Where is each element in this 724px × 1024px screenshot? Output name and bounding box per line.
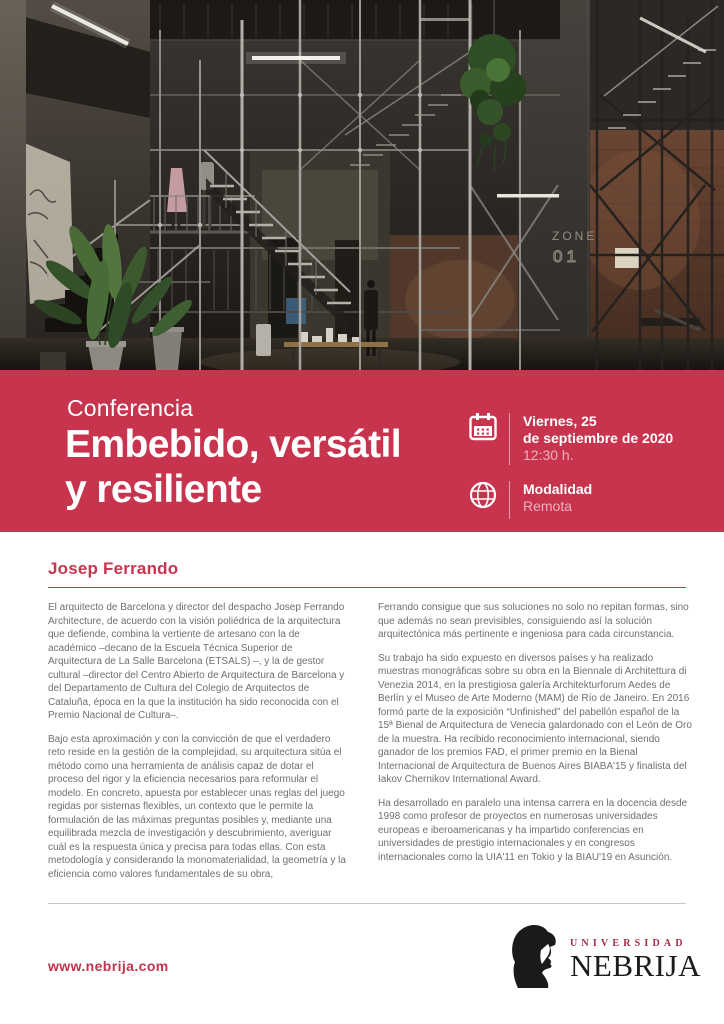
footer-rule	[48, 903, 686, 904]
event-time: 12:30 h.	[523, 447, 574, 463]
info-divider	[509, 481, 510, 519]
article-columns	[48, 601, 696, 891]
event-banner	[0, 370, 724, 532]
date-line1: Viernes, 25	[523, 413, 597, 429]
left-pillar	[0, 0, 26, 370]
date-line2: de septiembre de 2020	[523, 430, 674, 446]
info-divider	[509, 413, 510, 465]
modality-text	[523, 480, 592, 515]
event-title-line1: Embebido, versátil	[65, 423, 401, 466]
globe-icon	[468, 480, 498, 510]
paragraph: Su trabajo ha sido expuesto en diversos países y ha realizado muestras monográficas sobre su obra en la Biennale di Architettura di Venezia 2014, en la prestigiosa galería Architekturforum Aedes de Berlín y el Museo de Arte Moderno (MAM) de Río de Janeiro. En 2016 formó parte de la exposición “Unfinished” del pabellón español de la 15ª Bienal de Arquitectura de Venecia galardonado con el León de Oro de la muestra. Ha recibido reconocimiento internacional, siendo ganador de los premios FAD, el primer premio en la Bienal Internacional de Arquitectura de Buenos Aires BIABA'15 y finalista del Iakov Chernikov International Award.	[378, 652, 692, 785]
paragraph: El arquitecto de Barcelona y director del despacho Josep Ferrando Architecture, de acuerdo con la visión poliédrica de la arquitectura que defiende, combina la vertiente de artesano con la de académico –decano de la Escuela Técnica Superior de Arquitectura de La Salle Barcelona (ETSALS) –, y la de gestor cultural –director del Centro Abierto de Arquitectura de Barcelona y del Departamento de Cultura del Colegio de Arquitectos de Cataluña, época en la que la institución ha sido reconocida con el Premio Nacional de Cultura–.	[48, 602, 345, 721]
paragraph: Ha desarrollado en paralelo una intensa carrera en la docencia desde 1998 como profesor de proyectos en numerosas universidades europeas e iberoamericanas y ha impartido conferencias en universidades de prestigio internacionales y en congresos internacionales como la UIA'11 en Tokio y la BIAU'19 en Asunción.	[378, 797, 688, 863]
nebrija-portrait-icon	[506, 924, 558, 990]
modality-label: Modalidad	[523, 481, 593, 497]
date-text	[523, 412, 673, 464]
article-column-right	[378, 601, 696, 891]
heading-rule	[48, 587, 686, 588]
calendar-icon	[468, 412, 498, 442]
nebrija-logo	[506, 924, 701, 990]
event-title-line2: y resiliente	[65, 468, 262, 511]
zone-label: ZONE	[552, 229, 598, 243]
modality-info	[468, 480, 592, 519]
modality-value: Remota	[523, 498, 573, 514]
event-title	[65, 422, 401, 512]
event-kicker: Conferencia	[67, 395, 194, 421]
logo-text	[570, 924, 701, 981]
zone-number: 01	[553, 247, 580, 266]
paragraph: Ferrando consigue que sus soluciones no solo no repitan formas, sino que además no sean previsibles, consiguiendo así la solución arquitectónica más pertinente e ingeniosa para cada circunstancia.	[378, 602, 689, 640]
speaker-name: Josep Ferrando	[48, 559, 179, 578]
logo-universidad: UNIVERSIDAD	[570, 938, 687, 949]
article-column-left	[48, 601, 348, 891]
date-info	[468, 412, 673, 465]
paragraph: Bajo esta aproximación y con la convicción de que el verdadero reto reside en la gestión de la complejidad, su arquitectura sitúa el método como una herramienta de análisis capaz de dotar el proceso del rigor y la eficiencia necesarios para reformular el modelo. En concreto, apuesta por establecer unas reglas del juego regidas por sistemas flexibles, un contexto que le permite la formulación de las máximas preguntas posibles y, mediante una equilibrada mezcla de investigación y descubrimiento, averiguar cuál es la respuesta única y precisa para todas ellas. Con esta metodología y considerando la monomaterialidad, la geometría y la eficiencia como valores fundamentales de su obra,	[48, 733, 346, 880]
hero-photo	[0, 0, 724, 370]
website-link[interactable]: www.nebrija.com	[48, 958, 169, 974]
logo-nebrija: NEBRIJA	[570, 948, 701, 983]
